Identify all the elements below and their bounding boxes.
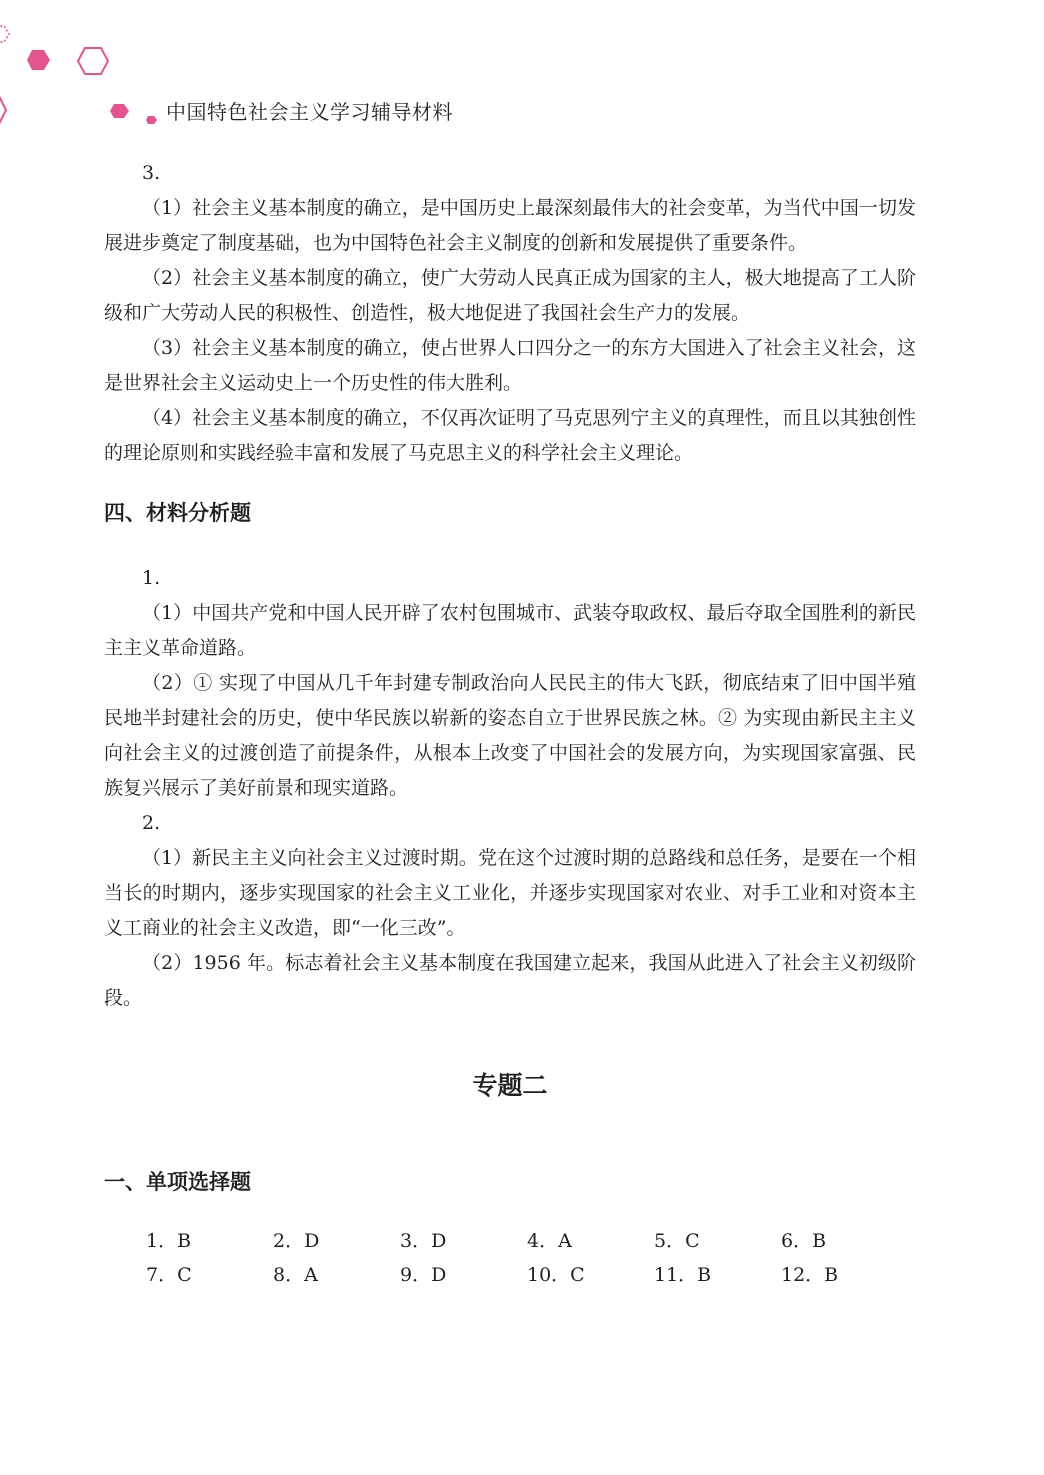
answer-paragraph: （2）社会主义基本制度的确立，使广大劳动人民真正成为国家的主人，极大地提高了工人阶级和广大劳动人民的积极性、创造性，极大地促进了我国社会生产力的发展。 <box>104 267 916 324</box>
question-number: 1. <box>142 567 161 589</box>
answer-item: 6．B <box>781 1230 827 1252</box>
hexagon-outline-icon <box>0 26 9 42</box>
answer-item: 7．C <box>146 1264 192 1286</box>
answer-item: 2．D <box>273 1230 320 1252</box>
hexagon-outline-icon <box>78 48 108 74</box>
hexagon-filled-icon <box>110 104 129 118</box>
topic-title: 专题二 <box>472 1071 548 1100</box>
answer-item: 12．B <box>781 1264 839 1286</box>
answer-paragraph: （2）1956 年。标志着社会主义基本制度在我国建立起来，我国从此进入了社会主义初级阶段。 <box>104 952 916 1009</box>
answer-paragraph: （2）① 实现了中国从几千年封建专制政治向人民民主的伟大飞跃，彻底结束了旧中国半殖民地半封建社会的历史，使中华民族以崭新的姿态自立于世界民族之林。② 为实现由新民主主义向社会主义的过渡创造了前提条件，从根本上改变了中国社会的发展方向，为实现国家富强、民族复兴展示了美好前景和现实道路。 <box>104 672 916 799</box>
running-header-title: 中国特色社会主义学习辅导材料 <box>166 100 453 124</box>
hexagon-filled-icon <box>146 116 157 124</box>
answer-item: 1．B <box>146 1230 192 1252</box>
answer-paragraph: （4）社会主义基本制度的确立，不仅再次证明了马克思列宁主义的真理性，而且以其独创性的理论原则和实践经验丰富和发展了马克思主义的科学社会主义理论。 <box>104 407 916 464</box>
answer-item: 4．A <box>527 1230 572 1252</box>
page-content <box>104 156 916 1292</box>
section-heading: 四、材料分析题 <box>104 501 251 525</box>
hexagon-filled-icon <box>27 50 50 70</box>
answer-item: 10．C <box>527 1264 585 1286</box>
section-heading: 一、单项选择题 <box>104 1170 251 1194</box>
answer-item: 11．B <box>654 1264 712 1286</box>
header-decoration <box>0 0 160 140</box>
answer-paragraph: （1）新民主主义向社会主义过渡时期。党在这个过渡时期的总路线和总任务，是要在一个相当长的时期内，逐步实现国家的社会主义工业化，并逐步实现国家对农业、对手工业和对资本主义工商业的社会主义改造，即“一化三改”。 <box>104 847 916 939</box>
answer-paragraph: （1）社会主义基本制度的确立，是中国历史上最深刻最伟大的社会变革，为当代中国一切发展进步奠定了制度基础，也为中国特色社会主义制度的创新和发展提供了重要条件。 <box>104 197 916 254</box>
question-number: 3. <box>142 162 161 184</box>
answer-grid <box>104 1224 916 1292</box>
answer-item: 8．A <box>273 1264 318 1286</box>
answer-item: 5．C <box>654 1230 700 1252</box>
answer-paragraph: （1）中国共产党和中国人民开辟了农村包围城市、武装夺取政权、最后夺取全国胜利的新民主主义革命道路。 <box>104 602 916 659</box>
answer-item: 9．D <box>400 1264 447 1286</box>
answer-item: 3．D <box>400 1230 447 1252</box>
answer-paragraph: （3）社会主义基本制度的确立，使占世界人口四分之一的东方大国进入了社会主义社会，这是世界社会主义运动史上一个历史性的伟大胜利。 <box>104 337 916 394</box>
question-number: 2. <box>142 812 161 834</box>
hexagon-edge-icon <box>0 98 6 122</box>
